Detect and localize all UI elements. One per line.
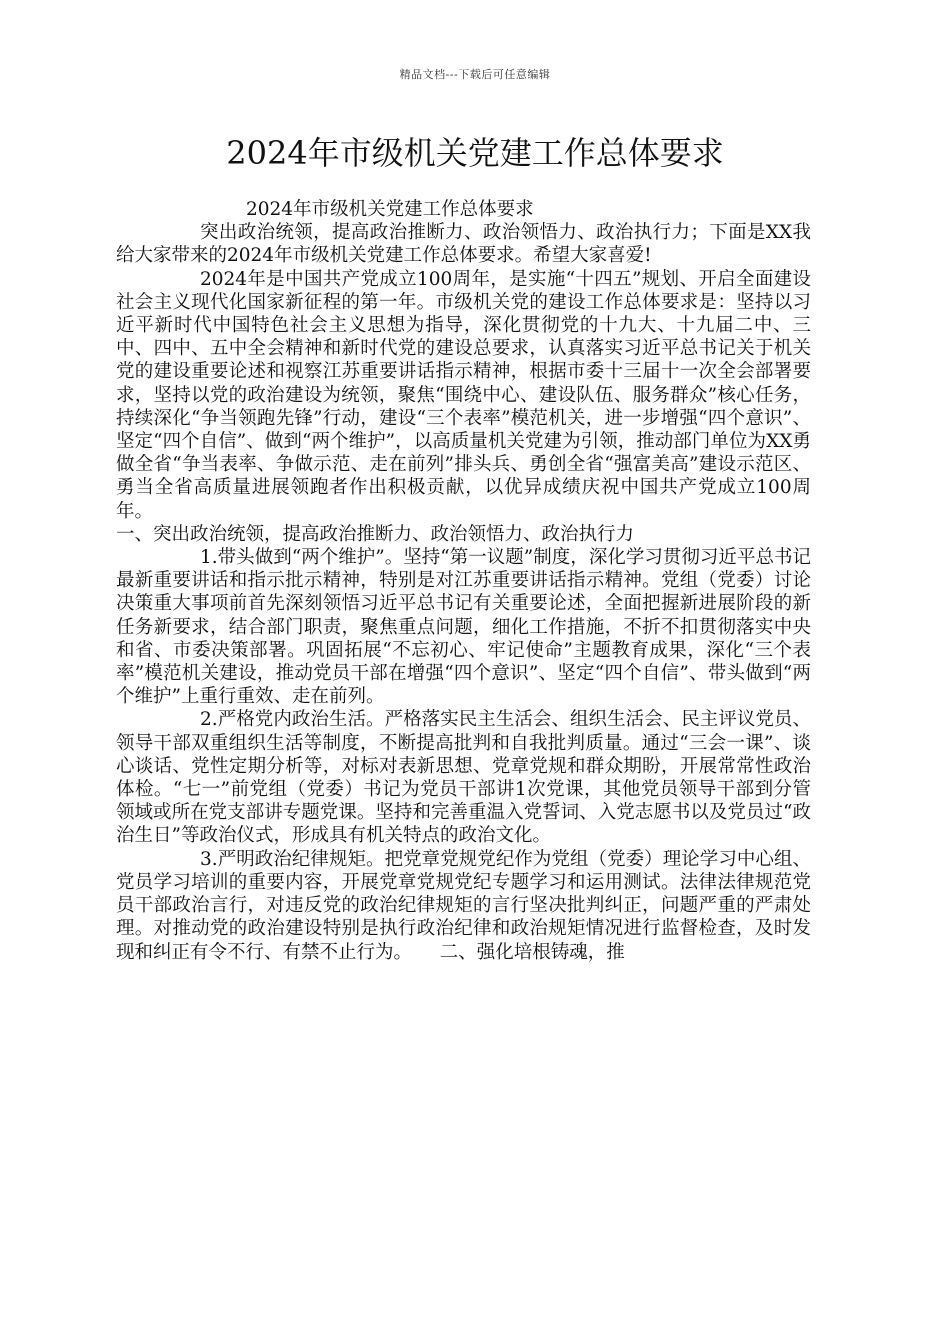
section-heading-1: 一、突出政治统领，提高政治推断力、政治领悟力、政治执行力 (116, 523, 635, 545)
document-body (116, 198, 811, 964)
document-title: 2024年市级机关党建工作总体要求 (226, 134, 724, 172)
paragraph-overview: 2024年是中国共产党成立100周年，是实施“十四五”规划、开启全面建设社会主义现代化国家新征程的第一年。市级机关党的建设工作总体要求是：坚持以习近平新时代中国特色社会主义思想为指导，深化贯彻党的十九大、十九届二中、三中、四中、五中全会精神和新时代党的建设总要求，认真落实习近平总书记关于机关党的建设重要论述和视察江苏重要讲话指示精神，根据市委十三届十一次全会部署要求，坚持以党的政治建设为统领，聚焦“围绕中心、建设队伍、服务群众”核心任务，持续深化“争当领跑先锋”行动，建设“三个表率”模范机关，进一步增强“四个意识”、坚定“四个自信”、做到“两个维护”，以高质量机关党建为引领，推动部门单位为XX勇做全省“争当表率、争做示范、走在前列”排头兵、勇创全省“强富美高”建设示范区、勇当全省高质量进展领跑者作出积极贡献，以优异成绩庆祝中国共产党成立100周年。 (116, 268, 811, 522)
page-header: 精品文档---下载后可任意编辑 (399, 68, 551, 81)
paragraph-item-3: 3.严明政治纪律规矩。把党章党规党纪作为党组（党委）理论学习中心组、党员学习培训的重要内容，开展党章党规党纪专题学习和运用测试。法律法律规范党员干部政治言行，对违反党的政治纪律规矩的言行坚决批判纠正，问题严重的严肃处理。对推动党的政治建设特别是执行政治纪律和政治规矩情况进行监督检查，及时发现和纠正有令不行、有禁不止行为。 二、强化培根铸魂，推 (116, 848, 811, 963)
paragraph-item-2: 2.严格党内政治生活。严格落实民主生活会、组织生活会、民主评议党员、领导干部双重组织生活等制度，不断提高批判和自我批判质量。通过“三会一课”、谈心谈话、党性定期分析等，对标对表新思想、党章党规和群众期盼，开展常常性政治体检。“七一”前党组（党委）书记为党员干部讲1次党课，其他党员领导干部到分管领域或所在党支部讲专题党课。坚持和完善重温入党誓词、入党志愿书以及党员过“政治生日”等政治仪式，形成具有机关特点的政治文化。 (116, 709, 811, 847)
paragraph-item-1: 1.带头做到“两个维护”。坚持“第一议题”制度，深化学习贯彻习近平总书记最新重要讲话和指示批示精神，特别是对江苏重要讲话指示精神。党组（党委）讨论决策重大事项前首先深刻领悟习近平总书记有关重要论述，全面把握新进展阶段的新任务新要求，结合部门职责，聚焦重点问题，细化工作措施，不折不扣贯彻落实中央和省、市委决策部署。巩固拓展“不忘初心、牢记使命”主题教育成果，深化“三个表率”模范机关建设，推动党员干部在增强“四个意识”、坚定“四个自信”、带头做到“两个维护”上重行重效、走在前列。 (116, 547, 811, 708)
document-subtitle: 2024年市级机关党建工作总体要求 (246, 199, 534, 220)
paragraph-intro: 突出政治统领，提高政治推断力、政治领悟力、政治执行力；下面是XX我给大家带来的2024年市级机关党建工作总体要求。希望大家喜爱! (116, 222, 811, 267)
